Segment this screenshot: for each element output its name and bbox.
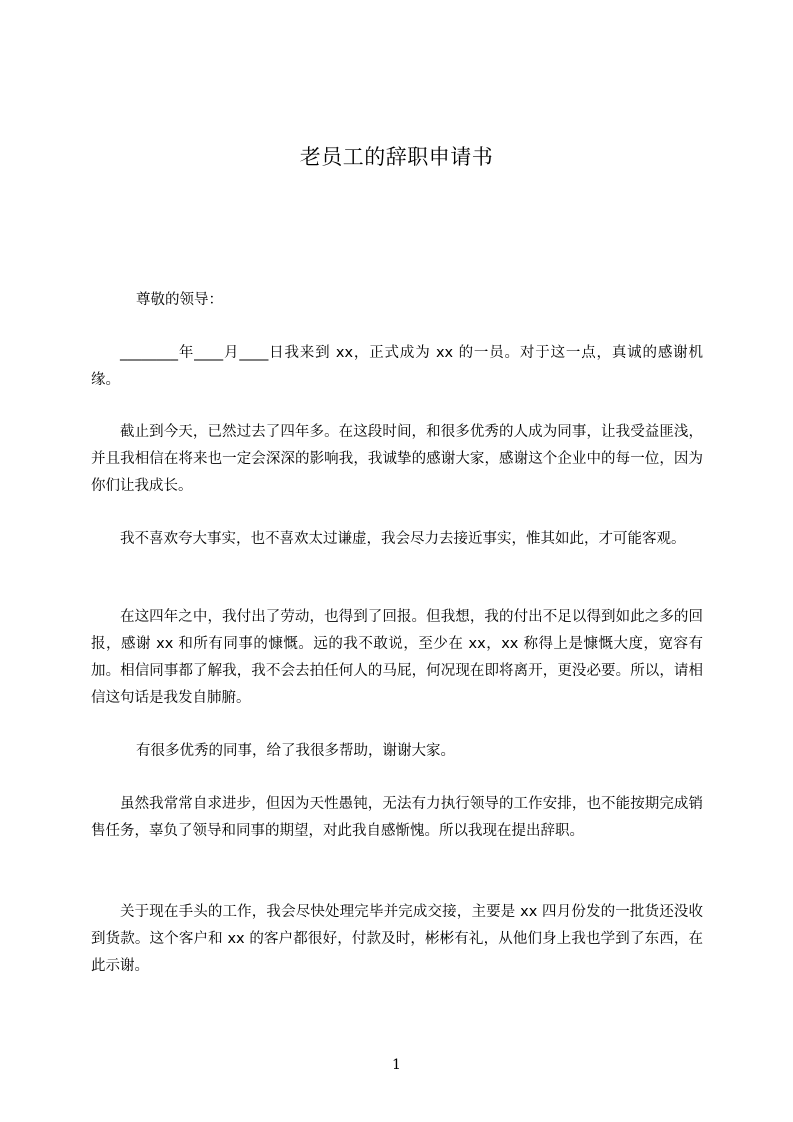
salutation: 尊敬的领导： bbox=[136, 292, 223, 308]
paragraph-1: ________年____月____日我来到 xx，正式成为 xx 的一员。对于这一点，真诚的感谢机缘。 bbox=[91, 345, 703, 388]
paragraph-3: 我不喜欢夸大事实，也不喜欢太过谦虚，我会尽力去接近事实，惟其如此，才可能客观。 bbox=[120, 531, 686, 547]
page-number: 1 bbox=[392, 1057, 401, 1073]
paragraph-7: 关于现在手头的工作，我会尽快处理完毕并完成交接，主要是 xx 四月份发的一批货还没收到货款。这个客户和 xx 的客户都很好，付款及时，彬彬有礼，从他们身上我也学到了东西，在此示谢。 bbox=[91, 904, 703, 974]
paragraph-6: 虽然我常常自求进步，但因为天性愚钝，无法有力执行领导的工作安排，也不能按期完成销售任务，辜负了领导和同事的期望，对此我自感惭愧。所以我现在提出辞职。 bbox=[91, 796, 703, 839]
paragraph-2: 截止到今天，已然过去了四年多。在这段时间，和很多优秀的人成为同事，让我受益匪浅，并且我相信在将来也一定会深深的影响我，我诚挚的感谢大家，感谢这个企业中的每一位，因为你们让我成长。 bbox=[91, 424, 703, 494]
paragraph-4: 在这四年之中，我付出了劳动，也得到了回报。但我想，我的付出不足以得到如此之多的回报，感谢 xx 和所有同事的慷慨。远的我不敢说，至少在 xx，xx 称得上是慷慨大度，宽容有加。相信同事都了解我，我不会去拍任何人的马屁，何况现在即将离开，更没必要。所以，请相信这句话是我发自肺腑。 bbox=[91, 609, 703, 706]
paragraph-5: 有很多优秀的同事，给了我很多帮助，谢谢大家。 bbox=[136, 743, 455, 759]
document-title: 老员工的辞职申请书 bbox=[299, 145, 494, 169]
